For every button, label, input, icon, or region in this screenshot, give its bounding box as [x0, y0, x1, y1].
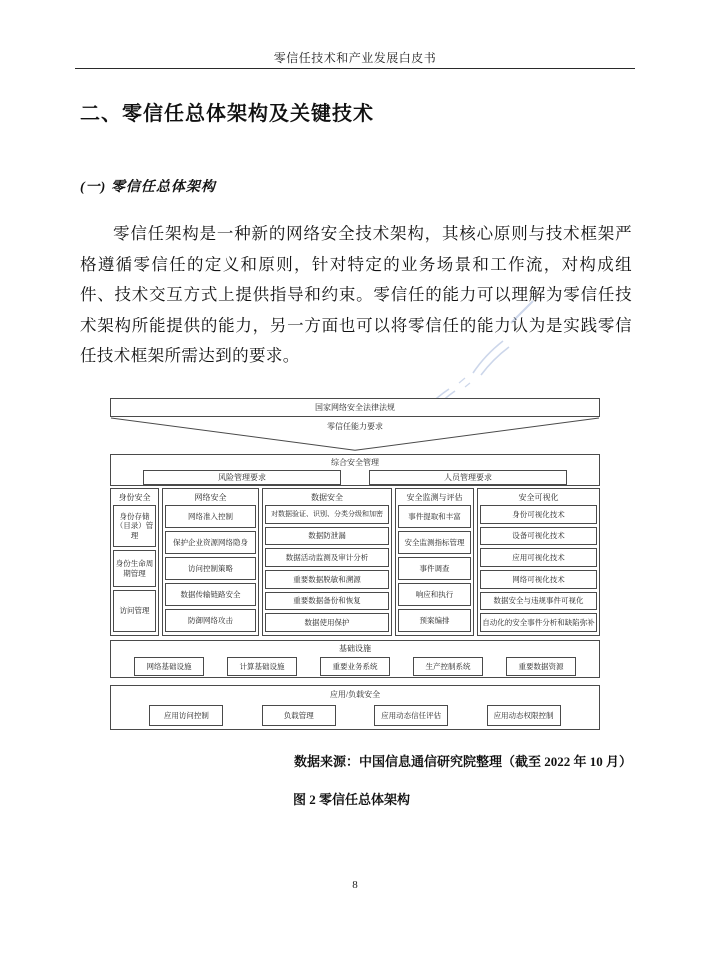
box-identity-storage: 身份存储（目录）管理: [113, 505, 156, 547]
box-plan-orchestration: 预案编排: [398, 609, 471, 632]
box-violation-event-visualization: 数据安全与违规事件可视化: [480, 592, 597, 611]
data-source-note: 数据来源：中国信息通信研究院整理（截至 2022 年 10 月）: [293, 754, 632, 769]
risk-management-label: 风险管理要求: [218, 473, 266, 482]
section-heading: (一) 零信任总体架构: [80, 180, 216, 195]
box-identity-lifecycle: 身份生命周期管理: [113, 550, 156, 587]
box-app-access-control: 应用访问控制: [149, 705, 223, 726]
box-app-dynamic-permission-control: 应用动态权限控制: [487, 705, 561, 726]
infrastructure-title: 基础设施: [339, 644, 371, 653]
box-event-extraction: 事件提取和丰富: [398, 505, 471, 528]
box-identity-visualization: 身份可视化技术: [480, 505, 597, 524]
box-national-laws-label: 国家网络安全法律法规: [315, 403, 395, 412]
box-event-investigation: 事件调查: [398, 557, 471, 580]
box-comprehensive-security-management: [110, 454, 600, 486]
box-important-data-resources: 重要数据资源: [506, 657, 576, 676]
box-response-execution: 响应和执行: [398, 583, 471, 606]
app-security-title: 应用/负载安全: [329, 690, 381, 699]
box-data-validation-classification: 对数据验证、识别、分类分级和加密: [265, 505, 389, 524]
box-important-business-systems: 重要业务系统: [320, 657, 390, 676]
box-data-usage-protection: 数据使用保护: [265, 613, 389, 632]
figure-zero-trust-architecture: [110, 398, 600, 730]
column-security-monitoring: [395, 488, 474, 636]
capability-columns: [110, 488, 600, 636]
box-application-visualization: 应用可视化技术: [480, 548, 597, 567]
box-defend-network-attacks: 防御网络攻击: [165, 609, 256, 632]
box-access-management: 访问管理: [113, 590, 156, 632]
box-resource-network-stealth: 保护企业资源网络隐身: [165, 531, 256, 554]
box-workload-management: 负载管理: [262, 705, 336, 726]
box-computing-infrastructure: 计算基础设施: [227, 657, 297, 676]
box-personnel-management: [369, 470, 567, 485]
body-paragraph: 零信任架构是一种新的网络安全技术架构，其核心原则与技术框架严格遵循零信任的定义和原则，针对特定的业务场景和工作流，对构成组件、技术交互方式上提供指导和约束。零信任的能力可以理解为零信任技术架构所能提供的能力，另一方面也可以将零信任的能力认为是实践零信任技术框架所需达到的要求。: [80, 224, 632, 365]
header-rule: [75, 68, 635, 69]
box-data-backup-recovery: 重要数据备份和恢复: [265, 592, 389, 611]
figure-caption: 图 2 零信任总体架构: [293, 792, 411, 807]
column-security-visualization: [477, 488, 600, 636]
box-national-laws: [110, 398, 600, 417]
box-network-admission-control: 网络准入控制: [165, 505, 256, 528]
column-data-title: 数据安全: [311, 493, 343, 502]
box-data-activity-monitoring: 数据活动监测及审计分析: [265, 548, 389, 567]
box-transmission-link-security: 数据传输链路安全: [165, 583, 256, 606]
column-data-security: [262, 488, 392, 636]
band-app-workload-security: [110, 685, 600, 730]
box-monitoring-indicator-management: 安全监测指标管理: [398, 531, 471, 554]
box-data-masking-traceability: 重要数据脱敏和溯源: [265, 570, 389, 589]
box-data-leak-prevention: 数据防泄漏: [265, 527, 389, 546]
funnel-label: 零信任能力要求: [327, 422, 383, 431]
box-network-infrastructure: 网络基础设施: [134, 657, 204, 676]
box-device-visualization: 设备可视化技术: [480, 527, 597, 546]
box-app-dynamic-trust-evaluation: 应用动态信任评估: [374, 705, 448, 726]
band-infrastructure: [110, 640, 600, 678]
box-production-control-systems: 生产控制系统: [413, 657, 483, 676]
funnel-capability-requirements: [110, 417, 600, 454]
personnel-management-label: 人员管理要求: [444, 473, 492, 482]
box-access-control-policy: 访问控制策略: [165, 557, 256, 580]
box-network-visualization: 网络可视化技术: [480, 570, 597, 589]
page-number: 8: [352, 879, 358, 891]
box-risk-management: [143, 470, 341, 485]
chapter-title: 二、零信任总体架构及关键技术: [80, 103, 374, 125]
column-network-title: 网络安全: [194, 493, 227, 502]
column-visualization-title: 安全可视化: [518, 493, 559, 502]
column-network-security: [162, 488, 259, 636]
box-automated-event-analysis: 自动化的安全事件分析和缺陷弥补: [480, 613, 597, 632]
mgmt-title: 综合安全管理: [331, 458, 379, 467]
column-identity-title: 身份安全: [118, 493, 151, 502]
page-header-title: 零信任技术和产业发展白皮书: [273, 51, 437, 65]
column-identity-security: [110, 488, 159, 636]
column-monitoring-title: 安全监测与评估: [406, 493, 463, 502]
